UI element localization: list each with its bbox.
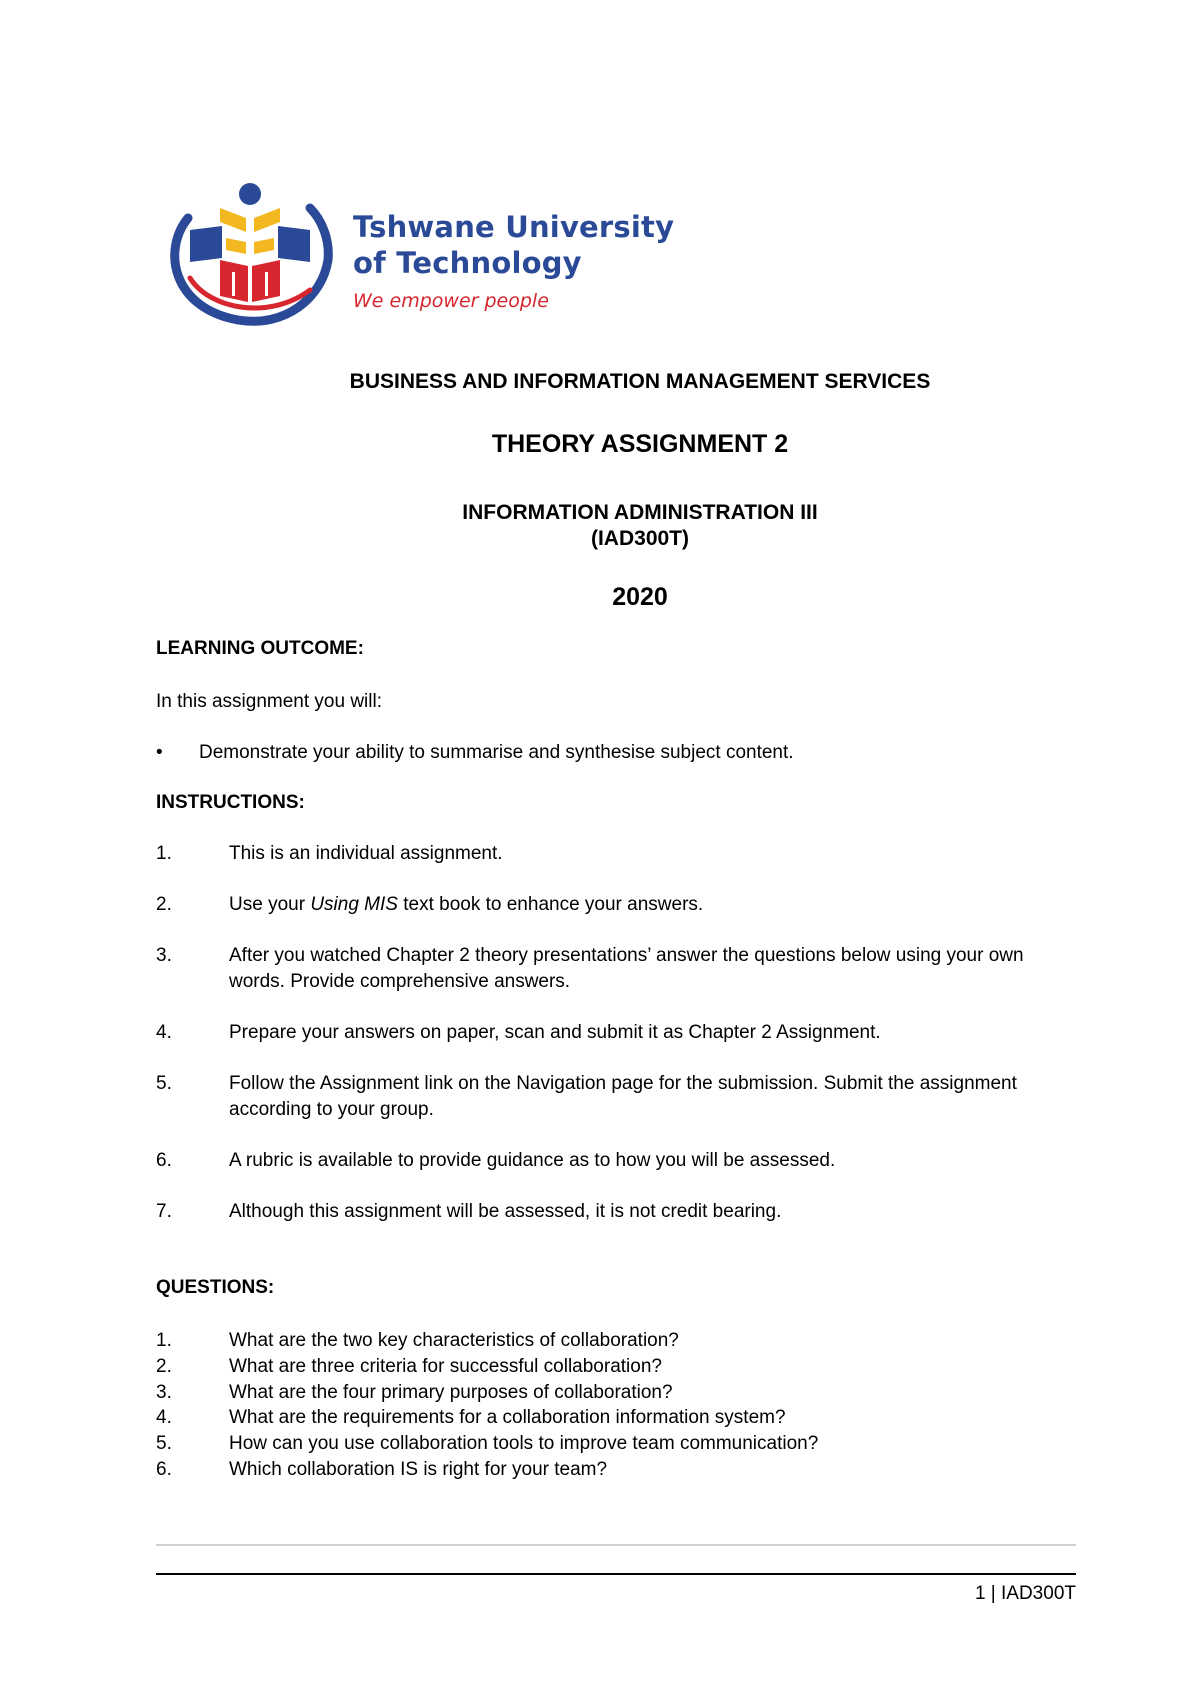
instruction-number: 7.: [156, 1201, 172, 1222]
question-number: 4.: [156, 1407, 172, 1428]
question-number: 1.: [156, 1330, 172, 1351]
instruction-number: 2.: [156, 894, 172, 915]
university-logo: [160, 180, 720, 330]
question-number: 6.: [156, 1459, 172, 1480]
bullet-text: Demonstrate your ability to summarise and synthesise subject content.: [199, 742, 794, 763]
book-title: Using MIS: [310, 894, 398, 915]
department-heading: BUSINESS AND INFORMATION MANAGEMENT SERVICES: [349, 370, 931, 393]
learning-outcome-heading: LEARNING OUTCOME:: [156, 638, 364, 659]
instructions-heading: INSTRUCTIONS:: [156, 792, 305, 813]
bullet-icon: •: [156, 742, 163, 763]
questions-heading: QUESTIONS:: [156, 1277, 275, 1298]
instruction-text: A rubric is available to provide guidance as to how you will be assessed.: [229, 1150, 836, 1171]
instruction-number: 6.: [156, 1150, 172, 1171]
question-text: What are the two key characteristics of collaboration?: [229, 1330, 679, 1351]
question-text: What are three criteria for successful collaboration?: [229, 1356, 662, 1377]
instruction-number: 5.: [156, 1073, 172, 1094]
year-label: 2020: [612, 583, 668, 611]
instruction-text: Prepare your answers on paper, scan and submit it as Chapter 2 Assignment.: [229, 1022, 881, 1043]
instruction-text: Although this assignment will be assessed, it is not credit bearing.: [229, 1201, 782, 1222]
document-title: THEORY ASSIGNMENT 2: [491, 430, 789, 458]
learning-outcome-intro: In this assignment you will:: [156, 691, 382, 712]
question-text: How can you use collaboration tools to improve team communication?: [229, 1433, 819, 1454]
question-number: 2.: [156, 1356, 172, 1377]
instruction-text-pre: Use your: [229, 894, 311, 915]
subject-code: (IAD300T): [590, 527, 690, 550]
instruction-text: After you watched Chapter 2 theory presentations’ answer the questions below using your own words. Provide comprehensive answers.: [229, 945, 1024, 992]
footer-divider-light: [156, 1544, 1076, 1546]
instruction-number: 4.: [156, 1022, 172, 1043]
logo-name-line2: of Technology: [353, 246, 582, 280]
logo-name-line1: Tshwane University: [353, 210, 675, 244]
question-text: Which collaboration IS is right for your team?: [229, 1459, 608, 1480]
subject-name: INFORMATION ADMINISTRATION III: [462, 501, 818, 524]
footer-divider: [156, 1573, 1076, 1575]
question-number: 5.: [156, 1433, 172, 1454]
instruction-text: [229, 892, 1079, 918]
instruction-text-post: text book to enhance your answers.: [397, 894, 704, 915]
question-number: 3.: [156, 1382, 172, 1403]
instruction-number: 3.: [156, 945, 172, 966]
question-text: What are the four primary purposes of collaboration?: [229, 1382, 673, 1403]
logo-tagline: We empower people: [353, 290, 549, 312]
page-footer-label: 1 | IAD300T: [974, 1583, 1076, 1604]
instruction-text: This is an individual assignment.: [229, 843, 503, 864]
question-text: What are the requirements for a collaboration information system?: [229, 1407, 786, 1428]
instruction-text: Follow the Assignment link on the Navigation page for the submission. Submit the assignment according to your group.: [229, 1073, 1017, 1120]
instruction-number: 1.: [156, 843, 172, 864]
tut-emblem-icon: [160, 180, 340, 330]
